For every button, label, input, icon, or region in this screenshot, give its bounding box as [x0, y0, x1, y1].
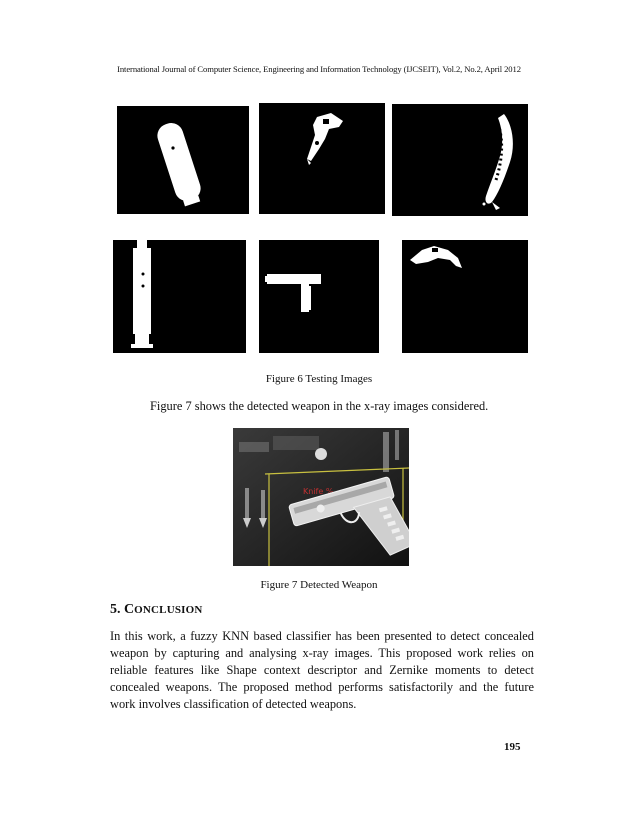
- testing-image-3: [392, 104, 528, 216]
- testing-image-4: [113, 240, 246, 353]
- detection-label: Knife %: [303, 487, 334, 496]
- testing-image-2: [259, 103, 385, 214]
- testing-image-5: [259, 240, 379, 353]
- conclusion-paragraph: In this work, a fuzzy KNN based classifier has been presented to detect concealed weapon by capturing and analysing x-ray images. This proposed work relies on reliable features like Shape context descriptor and Zernike moments to detect concealed weapons. The proposed method performs satisfactorily and the future work involves classification of detected weapons.: [110, 629, 534, 711]
- section-heading: [110, 602, 203, 618]
- detected-weapon-image: [233, 428, 409, 566]
- figure-6-caption: Figure 6 Testing Images: [265, 373, 373, 385]
- testing-image-6: [402, 240, 528, 353]
- figure-7-intro: Figure 7 shows the detected weapon in the x-ray images considered.: [150, 399, 489, 413]
- section-number: 5.: [110, 602, 121, 617]
- testing-image-1: [117, 106, 249, 214]
- running-header: International Journal of Computer Science, Engineering and Information Technology (IJCSEIT), Vol.2, No.2, April 2012: [117, 64, 521, 74]
- section-title-initial: C: [124, 602, 135, 617]
- section-title-rest: ONCLUSION: [134, 604, 203, 616]
- figure-7-caption: Figure 7 Detected Weapon: [260, 579, 378, 591]
- page-number: 195: [504, 741, 521, 753]
